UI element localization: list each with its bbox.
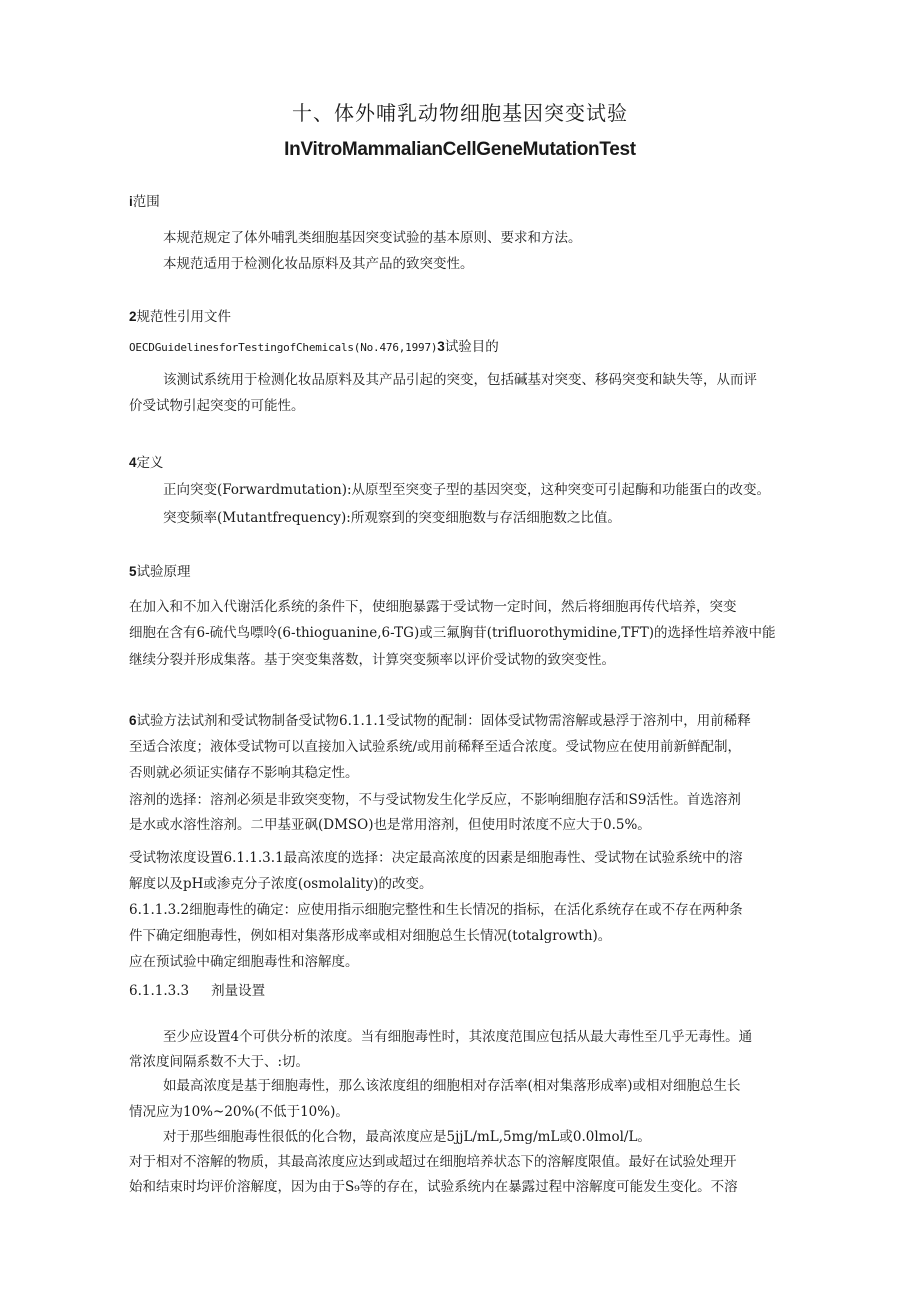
section-5-line-1: 在加入和不加入代谢活化系统的条件下，使细胞暴露于受试物一定时间，然后将细胞再传代培养，突变	[129, 599, 737, 615]
section-1-heading	[129, 192, 160, 212]
section-5-heading	[129, 562, 191, 582]
section-6-number: 6	[129, 713, 137, 728]
section-6-line-8: 6.1.1.3.2细胞毒性的确定：应使用指示细胞完整性和生长情况的指标，在活化系统存在或不存在两种条	[129, 902, 743, 918]
section-5-line-3: 继续分裂并形成集落。基于突变集落数，计算突变频率以评价受试物的致突变性。	[129, 652, 615, 668]
section-1-paragraph-2: 本规范适用于检测化妆品原料及其产品的致突变性。	[163, 256, 474, 272]
section-2-title: 规范性引用文件	[136, 309, 232, 325]
section-6-line-4: 溶剂的选择：溶剂必须是非致突变物，不与受试物发生化学反应，不影响细胞存活和S9活性。首选溶剂	[129, 792, 741, 808]
section-4-title: 定义	[136, 455, 164, 471]
section-5-number: 5	[129, 564, 137, 579]
section-4-heading	[129, 453, 164, 473]
section-6-line-1	[129, 711, 751, 731]
title-chinese: 十、体外哺乳动物细胞基因突变试验	[292, 101, 628, 125]
title-english: InVitroMammalianCellGeneMutationTest	[284, 139, 636, 160]
section-6-line-2: 至适合浓度；液体受试物可以直接加入试验系统/或用前稀释至适合浓度。受试物应在使用前新鲜配制，	[129, 739, 742, 755]
section-6-line-1-text: 试验方法试剂和受试物制备受试物6.1.1.1受试物的配制：固体受试物需溶解或悬浮于溶剂中，用前稀释	[136, 713, 751, 729]
section-6-line-11	[129, 981, 265, 1001]
section-1-title: 范围	[132, 194, 160, 210]
section-6-line-7: 解度以及pH或渗克分子浓度(osmolality)的改变。	[129, 876, 433, 892]
section-6-line-13: 常浓度间隔系数不大于、:切。	[129, 1054, 310, 1070]
section-3-paragraph-line-2: 价受试物引起突变的可能性。	[129, 398, 305, 414]
section-6-line-16: 对于那些细胞毒性很低的化合物，最高浓度应是5jjL/mL,5mg/mL或0.0lmol/L。	[163, 1129, 651, 1145]
section-4-number: 4	[129, 455, 137, 470]
section-2-number: 2	[129, 309, 137, 324]
section-6-line-18: 始和结束时均评价溶解度，因为由于S₉等的存在，试验系统内在暴露过程中溶解度可能发生变化。不溶	[129, 1179, 738, 1195]
section-6-line-10: 应在预试验中确定细胞毒性和溶解度。	[129, 954, 359, 970]
section-3-paragraph-line-1: 该测试系统用于检测化妆品原料及其产品引起的突变，包括碱基对突变、移码突变和缺失等，从而评	[163, 372, 757, 388]
definition-mutant-frequency: 突变频率(Mutantfrequency):所观察到的突变细胞数与存活细胞数之比值。	[163, 510, 621, 526]
reference-citation: OECDGuidelinesforTestingofChemicals(No.476,1997)	[129, 341, 438, 354]
section-3-title: 试验目的	[444, 339, 499, 355]
section-6-line-15: 情况应为10%~20%(不低于10%)。	[129, 1104, 349, 1120]
subsection-number: 6.1.1.3.3	[129, 983, 190, 999]
section-6-line-9: 件下确定细胞毒性，例如相对集落形成率或相对细胞总生长情况(totalgrowth)。	[129, 928, 612, 944]
section-6-line-3: 否则就必须证实储存不影响其稳定性。	[129, 765, 359, 781]
section-6-line-14: 如最高浓度是基于细胞毒性，那么该浓度组的细胞相对存活率(相对集落形成率)或相对细胞总生长	[163, 1078, 741, 1094]
subsection-title: 剂量设置	[211, 983, 266, 999]
section-6-line-12: 至少应设置4个可供分析的浓度。当有细胞毒性时，其浓度范围应包括从最大毒性至几乎无毒性。通	[163, 1029, 753, 1045]
section-5-title: 试验原理	[136, 564, 191, 580]
section-3-number: 3	[437, 339, 445, 354]
reference-line	[129, 337, 499, 358]
section-1-paragraph-1: 本规范规定了体外哺乳类细胞基因突变试验的基本原则、要求和方法。	[163, 230, 582, 246]
section-6-line-6: 受试物浓度设置6.1.1.3.1最高浓度的选择：决定最高浓度的因素是细胞毒性、受试物在试验系统中的溶	[129, 850, 743, 866]
section-6-line-5: 是水或水溶性溶剂。二甲基亚砜(DMSO)也是常用溶剂，但使用时浓度不应大于0.5%。	[129, 817, 651, 833]
section-2-heading	[129, 307, 231, 327]
definition-forward-mutation: 正向突变(Forwardmutation):从原型至突变子型的基因突变，这种突变可引起酶和功能蛋白的改变。	[163, 482, 771, 498]
section-6-line-17: 对于相对不溶解的物质，其最高浓度应达到或超过在细胞培养状态下的溶解度限值。最好在试验处理开	[129, 1154, 737, 1170]
section-5-line-2: 细胞在含有6-硫代鸟嘌呤(6-thioguanine,6-TG)或三氟胸苷(trifluorothymidine,TFT)的选择性培养液中能	[129, 625, 776, 641]
section-1-number: i	[129, 194, 133, 209]
